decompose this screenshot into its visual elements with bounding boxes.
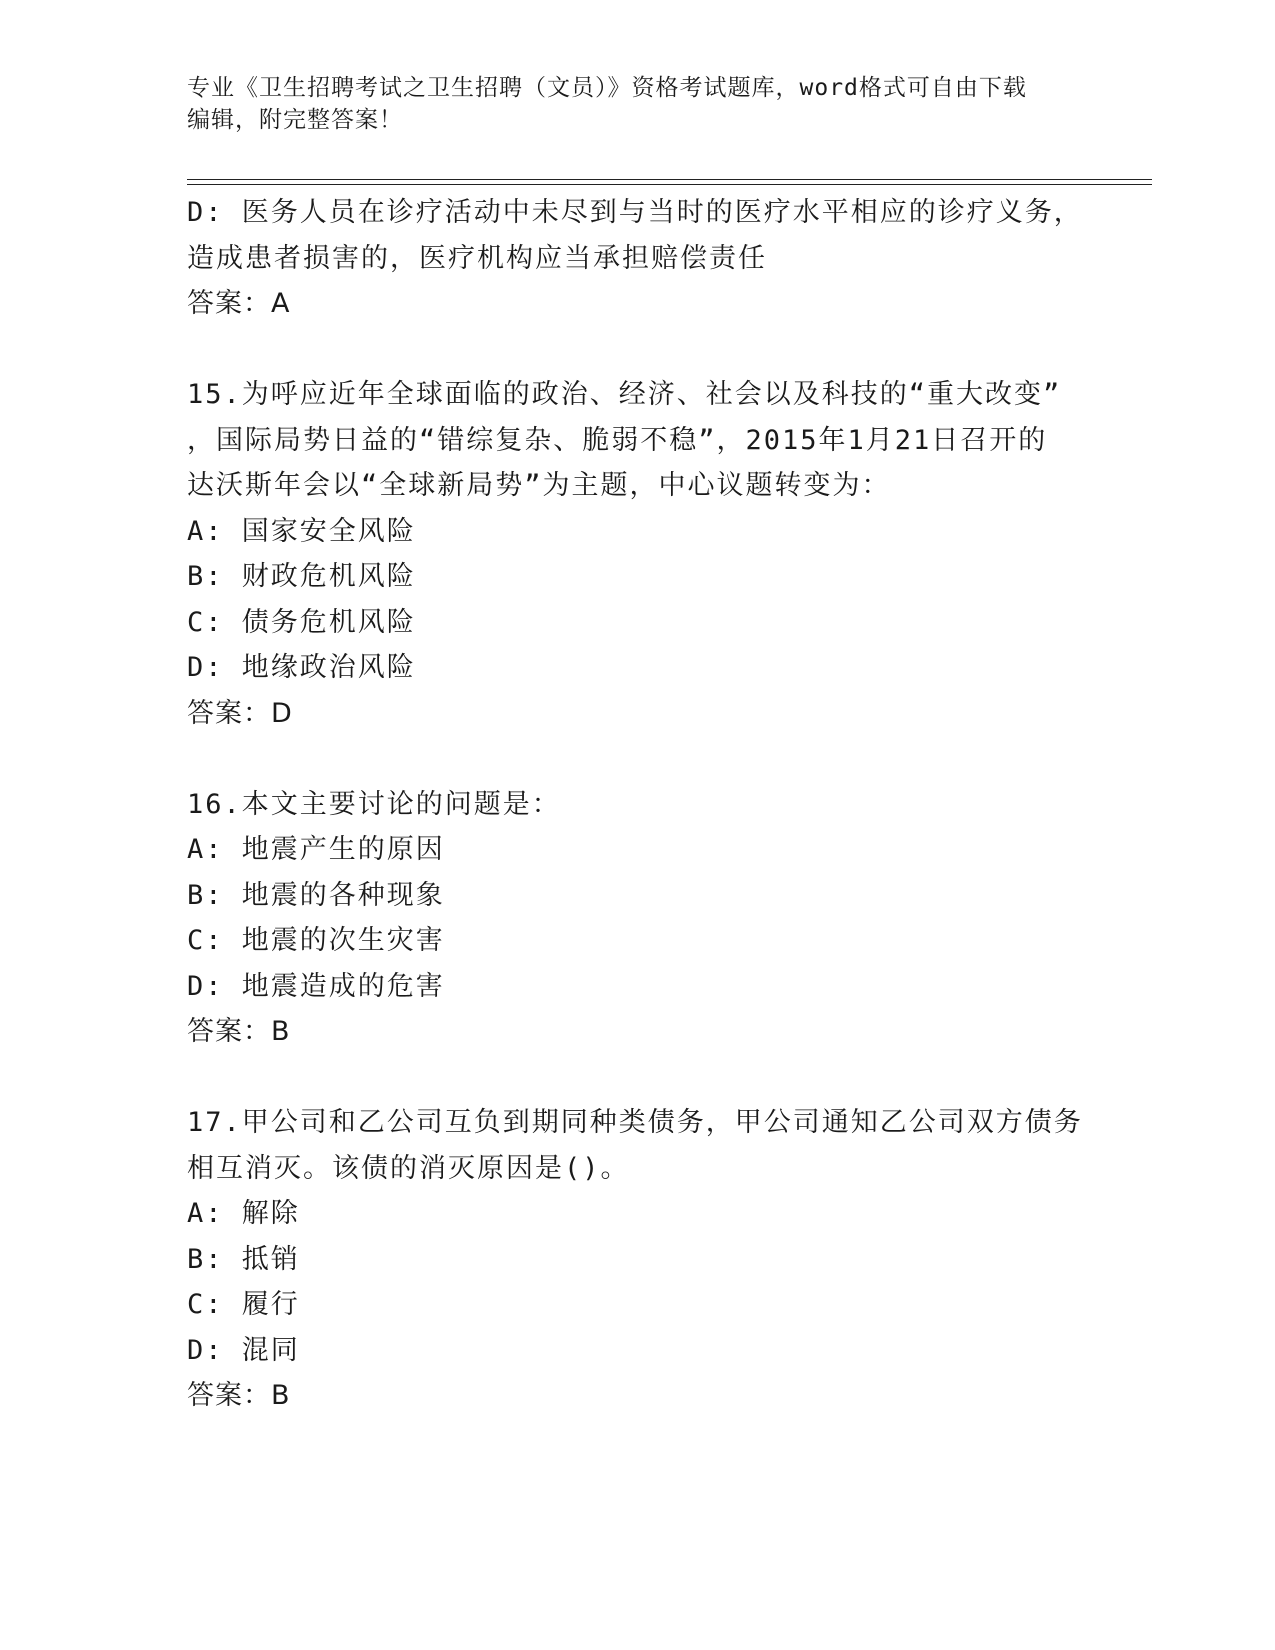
question-stem: 相互消灭。该债的消灭原因是()。 xyxy=(187,1152,630,1184)
option-c: C: 履行 xyxy=(187,1289,300,1320)
question-stem: ，国际局势日益的“错综复杂、脆弱不稳”，2015年1月21日召开的 xyxy=(187,424,1048,456)
option-b: B: 财政危机风险 xyxy=(187,561,416,592)
option-d: D: 混同 xyxy=(187,1334,300,1366)
question-15 xyxy=(187,372,1152,736)
spacer xyxy=(187,736,1152,782)
answer: 答案：D xyxy=(187,697,293,729)
question-stem: 15.为呼应近年全球面临的政治、经济、社会以及科技的“重大改变” xyxy=(187,379,1062,410)
option-a: A: 解除 xyxy=(187,1198,300,1229)
header-line-1: 专业《卫生招聘考试之卫生招聘（文员）》资格考试题库，word格式可自由下载 xyxy=(187,75,1027,101)
option-d: D: 地缘政治风险 xyxy=(187,652,416,683)
answer: 答案：A xyxy=(187,288,291,319)
answer: 答案：B xyxy=(187,1380,291,1411)
question-16 xyxy=(187,782,1152,1055)
option-d-line-2: 造成患者损害的，医疗机构应当承担赔偿责任 xyxy=(187,242,767,274)
spacer xyxy=(187,327,1152,373)
question-list xyxy=(187,190,1152,1419)
header-rule-top xyxy=(187,179,1152,180)
option-c: C: 债务危机风险 xyxy=(187,606,416,638)
question-stem: 达沃斯年会以“全球新局势”为主题，中心议题转变为： xyxy=(187,470,891,501)
option-b: B: 抵销 xyxy=(187,1243,300,1275)
answer: 答案：B xyxy=(187,1016,291,1047)
header-line-2: 编辑，附完整答案！ xyxy=(187,107,403,133)
question-14-tail xyxy=(187,190,1152,327)
spacer xyxy=(187,1055,1152,1101)
question-stem: 17.甲公司和乙公司互负到期同种类债务，甲公司通知乙公司双方债务 xyxy=(187,1107,1083,1138)
question-stem: 16.本文主要讨论的问题是： xyxy=(187,788,561,820)
option-a: A: 国家安全风险 xyxy=(187,515,416,547)
option-b: B: 地震的各种现象 xyxy=(187,879,445,911)
question-17 xyxy=(187,1100,1152,1419)
option-d: D: 地震造成的危害 xyxy=(187,970,445,1002)
option-d-line-1: D: 医务人员在诊疗活动中未尽到与当时的医疗水平相应的诊疗义务， xyxy=(187,197,1083,228)
document-header xyxy=(187,72,1067,136)
header-rule-bottom xyxy=(187,184,1152,185)
option-a: A: 地震产生的原因 xyxy=(187,834,445,865)
option-c: C: 地震的次生灾害 xyxy=(187,925,445,956)
